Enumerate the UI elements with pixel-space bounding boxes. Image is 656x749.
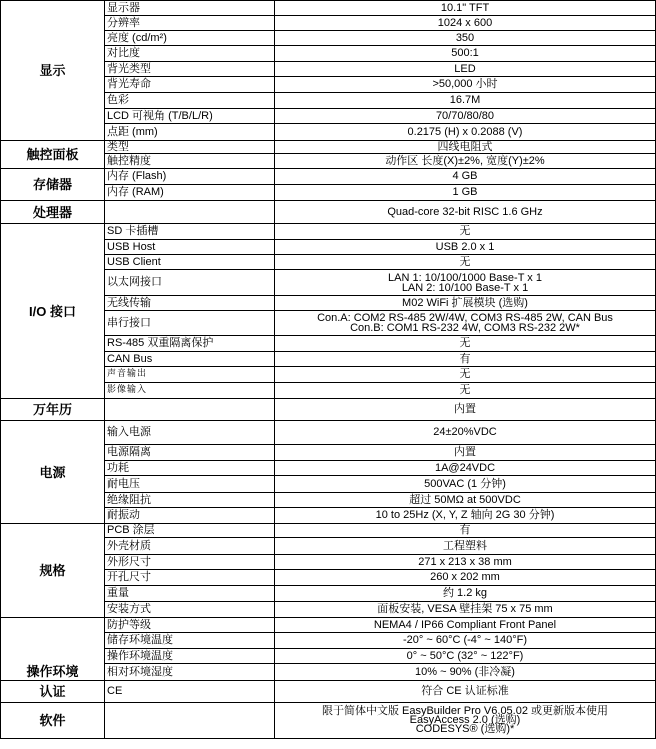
row-label: PCB 涂层 [105,524,275,538]
row-value: 260 x 202 mm [275,570,656,586]
row-label: CAN Bus [105,352,275,367]
row-label: SD 卡插槽 [105,224,275,240]
category-label: 操作环境 [1,618,105,681]
row-value: 1 GB [275,185,656,201]
row-value: USB 2.0 x 1 [275,240,656,255]
row-value: 无 [275,255,656,270]
row-value: 无 [275,367,656,383]
row-label: 声音输出 [105,367,275,383]
row-label: CE [105,681,275,703]
row-value-line: Con.B: COM1 RS-232 4W, COM3 RS-232 2W* [350,322,580,334]
row-label: 内存 (Flash) [105,169,275,185]
row-label: 内存 (RAM) [105,185,275,201]
row-value: 有 [275,524,656,538]
row-value: 10% ~ 90% (非冷凝) [275,664,656,681]
row-value: 约 1.2 kg [275,586,656,602]
row-label: 串行接口 [105,311,275,336]
row-value: 有 [275,352,656,367]
row-label: 输入电源 [105,421,275,445]
table-row [1,224,656,240]
row-label: 背光类型 [105,62,275,77]
row-label: 背光寿命 [105,77,275,93]
row-label: 外壳材质 [105,538,275,555]
row-label: 重量 [105,586,275,602]
table-row [1,201,656,224]
row-value: 无 [275,224,656,240]
row-label: 储存环境温度 [105,633,275,649]
row-value: 24±20%VDC [275,421,656,445]
row-value: 内置 [275,399,656,421]
category-label: 认证 [1,681,105,703]
table-row [1,681,656,703]
row-value: 0° ~ 50°C (32° ~ 122°F) [275,649,656,664]
row-value: 500:1 [275,46,656,62]
category-label: 存储器 [1,169,105,201]
row-value: NEMA4 / IP66 Compliant Front Panel [275,618,656,633]
row-value: 内置 [275,445,656,461]
row-label: 耐振动 [105,508,275,524]
row-value: 四线电阻式 [275,141,656,154]
row-label: 耐电压 [105,476,275,493]
category-label: 软件 [1,703,105,739]
row-value: 271 x 213 x 38 mm [275,555,656,570]
row-label: 色彩 [105,93,275,109]
row-label: 无线传输 [105,296,275,311]
row-value: 0.2175 (H) x 0.2088 (V) [275,124,656,141]
row-label: 点距 (mm) [105,124,275,141]
row-value: -20° ~ 60°C (-4° ~ 140°F) [275,633,656,649]
row-value: 超过 50MΩ at 500VDC [275,493,656,508]
row-label: 相对环境湿度 [105,664,275,681]
row-label [105,703,275,739]
category-label: 处理器 [1,201,105,224]
category-label: I/O 接口 [1,224,105,399]
row-value: 动作区 长度(X)±2%, 宽度(Y)±2% [275,154,656,169]
row-value: 无 [275,383,656,399]
row-value: 500VAC (1 分钟) [275,476,656,493]
category-label: 电源 [1,421,105,524]
row-value [275,311,656,336]
category-label: 规格 [1,524,105,618]
row-label: 显示器 [105,1,275,16]
table-row [1,618,656,633]
row-value: >50,000 小时 [275,77,656,93]
row-label [105,399,275,421]
table-row [1,421,656,445]
row-label: 影像输入 [105,383,275,399]
row-label: USB Client [105,255,275,270]
row-value: 70/70/80/80 [275,109,656,124]
row-value: Quad-core 32-bit RISC 1.6 GHz [275,201,656,224]
row-label: RS-485 双重隔离保护 [105,336,275,352]
row-value: 16.7M [275,93,656,109]
table-row [1,141,656,154]
table-row [1,1,656,16]
table-row [1,399,656,421]
row-label: 操作环境温度 [105,649,275,664]
row-value-line: Con.A: COM2 RS-485 2W/4W, COM3 RS-485 2W, CAN Bus [317,312,613,324]
category-label: 显示 [1,1,105,141]
row-value: 350 [275,31,656,46]
row-label: 绝缘阻抗 [105,493,275,508]
row-value-line: EasyAccess 2.0 (选购) [409,714,521,726]
row-label: 分辨率 [105,16,275,31]
row-label: 以太网接口 [105,270,275,296]
category-label: 万年历 [1,399,105,421]
row-value-line: LAN 2: 10/100 Base-T x 1 [401,281,529,294]
row-value [275,703,656,739]
category-label: 触控面板 [1,141,105,169]
row-label: 开孔尺寸 [105,570,275,586]
row-label: 安装方式 [105,602,275,618]
row-value: 符合 CE 认证标准 [275,681,656,703]
row-label: 亮度 (cd/m²) [105,31,275,46]
row-value: 无 [275,336,656,352]
table-row [1,524,656,538]
row-label: 外形尺寸 [105,555,275,570]
row-value: 1A@24VDC [275,461,656,476]
row-value: LED [275,62,656,77]
row-label: 对比度 [105,46,275,62]
row-label: 类型 [105,141,275,154]
row-value: 10 to 25Hz (X, Y, Z 轴向 2G 30 分钟) [275,508,656,524]
row-label: 电源隔离 [105,445,275,461]
row-value-line: CODESYS® (选购)* [415,723,515,735]
row-value: M02 WiFi 扩展模块 (选购) [275,296,656,311]
row-label [105,201,275,224]
row-value: 10.1" TFT [275,1,656,16]
table-row [1,703,656,739]
row-label: 防护等级 [105,618,275,633]
row-label: 触控精度 [105,154,275,169]
row-label: USB Host [105,240,275,255]
row-value: 1024 x 600 [275,16,656,31]
table-row [1,169,656,185]
row-value [275,270,656,296]
row-value-line: LAN 1: 10/100/1000 Base-T x 1 [388,271,542,284]
row-value: 工程塑料 [275,538,656,555]
row-value-line: 限于简体中文版 EasyBuilder Pro V6.05.02 或更新版本使用 [321,705,609,717]
row-value: 4 GB [275,169,656,185]
row-label: LCD 可视角 (T/B/L/R) [105,109,275,124]
row-label: 功耗 [105,461,275,476]
row-value: 面板安装, VESA 壁挂架 75 x 75 mm [275,602,656,618]
